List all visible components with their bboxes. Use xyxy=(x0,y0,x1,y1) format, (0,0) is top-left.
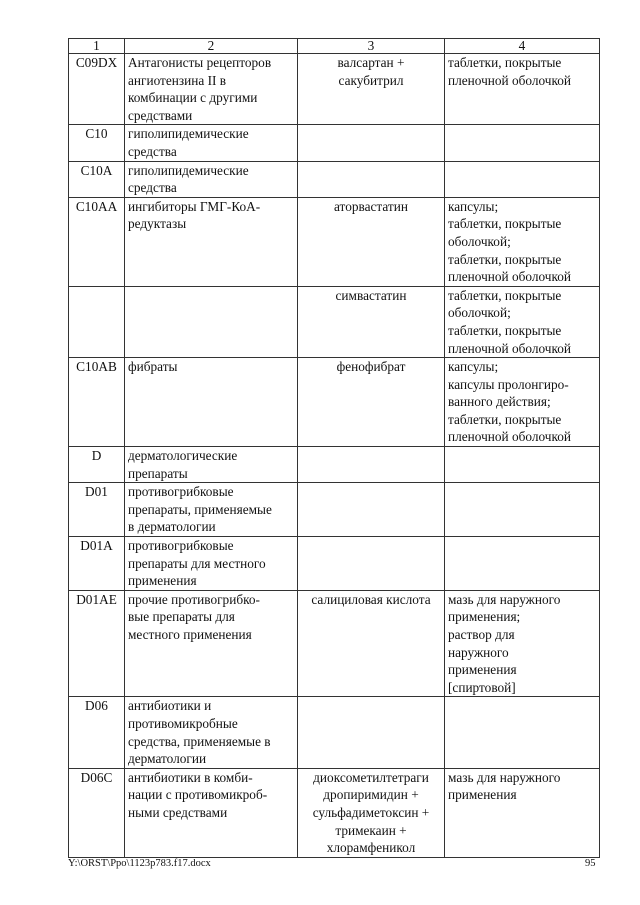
group-name-cell xyxy=(125,161,298,197)
dosage-form-line: наружного xyxy=(448,644,509,660)
group-name-line: средствами xyxy=(128,107,193,123)
group-name-cell xyxy=(125,197,298,286)
group-name-line: средства xyxy=(128,180,177,196)
group-name-line: средства xyxy=(128,143,177,159)
group-name-line: ангиотензина II в xyxy=(128,72,227,88)
drug-name-line: сульфадиметоксин + xyxy=(312,804,430,820)
group-name-line: противогрибковые xyxy=(128,538,234,554)
dosage-form-line: таблетки, покрытые xyxy=(448,411,562,427)
group-name-cell xyxy=(125,697,298,768)
atc-code-cell: D xyxy=(69,447,125,483)
dosage-form-line: пленочной оболочкой xyxy=(448,269,572,285)
group-name-line: ными средствами xyxy=(128,804,228,820)
drug-name-cell xyxy=(298,768,445,857)
dosage-form-line: мазь для наружного xyxy=(448,591,561,607)
dosage-form-line: оболочкой; xyxy=(448,233,511,249)
group-name-line: антибиотики в комби- xyxy=(128,769,253,785)
dosage-form-cell xyxy=(445,697,600,768)
group-name-line: препараты для местного xyxy=(128,555,266,571)
dosage-form-line: таблетки, покрытые xyxy=(448,55,562,70)
atc-code-cell xyxy=(69,286,125,357)
dosage-form-line: таблетки, покрытые xyxy=(448,216,562,232)
drug-name-cell xyxy=(298,54,445,125)
table-row xyxy=(69,537,600,591)
dosage-form-line: таблетки, покрытые xyxy=(448,251,562,267)
drug-name-line: тримекаин + xyxy=(335,822,407,838)
dosage-form-line: применения xyxy=(448,662,517,678)
group-name-cell xyxy=(125,768,298,857)
drug-name-line: симвастатин xyxy=(335,287,407,303)
table-row xyxy=(69,125,600,161)
drug-name-line: аторвастатин xyxy=(334,198,408,214)
footer-file-path: Y:\ORST\Ppo\1123p783.f17.docx xyxy=(68,858,211,869)
atc-code-cell: C10AA xyxy=(69,197,125,286)
group-name-line: нации с противомикроб- xyxy=(128,787,268,803)
drug-name-cell xyxy=(298,697,445,768)
table-row xyxy=(69,447,600,483)
atc-code-cell: D01AE xyxy=(69,590,125,697)
group-name-cell xyxy=(125,447,298,483)
dosage-form-line: капсулы пролонгиро- xyxy=(448,376,569,392)
table-row xyxy=(69,697,600,768)
group-name-line: комбинации с другими xyxy=(128,90,258,106)
dosage-form-cell xyxy=(445,358,600,447)
table-row xyxy=(69,768,600,857)
group-name-cell xyxy=(125,590,298,697)
dosage-form-cell xyxy=(445,447,600,483)
dosage-form-line: пленочной оболочкой xyxy=(448,340,572,356)
column-number-3: 3 xyxy=(298,39,445,54)
dosage-form-line: раствор для xyxy=(448,627,515,642)
dosage-form-line: пленочной оболочкой xyxy=(448,72,572,88)
dosage-form-cell xyxy=(445,125,600,161)
dosage-form-line: таблетки, покрытые xyxy=(448,322,562,338)
group-name-line: в дерматологии xyxy=(128,519,216,535)
table-row xyxy=(69,197,600,286)
group-name-line: дерматологии xyxy=(128,751,207,767)
dosage-form-line: оболочкой; xyxy=(448,305,511,321)
dosage-form-line: [спиртовой] xyxy=(448,679,516,695)
dosage-form-line: мазь для наружного xyxy=(448,769,561,785)
table-row xyxy=(69,483,600,537)
drug-name-cell xyxy=(298,197,445,286)
group-name-line: Антагонисты рецепторов xyxy=(128,55,272,70)
group-name-cell xyxy=(125,125,298,161)
atc-code-cell: C10A xyxy=(69,161,125,197)
dosage-form-line: капсулы; xyxy=(448,198,499,214)
drug-name-cell xyxy=(298,590,445,697)
dosage-form-cell xyxy=(445,768,600,857)
group-name-line: средства, применяемые в xyxy=(128,733,271,749)
drug-name-line: валсартан + xyxy=(337,55,405,70)
dosage-form-cell xyxy=(445,286,600,357)
dosage-form-cell xyxy=(445,161,600,197)
drug-name-line: сакубитрил xyxy=(338,72,404,88)
drug-name-line: хлорамфеникол xyxy=(326,840,416,856)
dosage-form-cell xyxy=(445,197,600,286)
table-header-row xyxy=(69,39,600,54)
drug-name-cell xyxy=(298,358,445,447)
group-name-line: вые препараты для xyxy=(128,609,235,625)
group-name-cell xyxy=(125,54,298,125)
drug-name-cell xyxy=(298,286,445,357)
group-name-line: противомикробные xyxy=(128,715,238,731)
drug-name-line: салициловая кислота xyxy=(311,591,431,607)
dosage-form-line: ванного действия; xyxy=(448,394,551,410)
drug-name-line: диоксометилтетраги xyxy=(313,769,429,785)
drug-name-cell xyxy=(298,483,445,537)
dosage-form-line: применения; xyxy=(448,609,521,625)
drug-name-cell xyxy=(298,537,445,591)
group-name-line: прочие противогрибко- xyxy=(128,591,260,607)
column-number-4: 4 xyxy=(445,39,600,54)
dosage-form-line: таблетки, покрытые xyxy=(448,287,562,303)
dosage-form-line: капсулы; xyxy=(448,359,499,375)
table-row xyxy=(69,358,600,447)
group-name-cell xyxy=(125,537,298,591)
page-number: 95 xyxy=(585,858,596,869)
group-name-cell xyxy=(125,358,298,447)
group-name-line: редуктазы xyxy=(128,216,187,232)
drug-classification-table xyxy=(68,38,600,858)
group-name-line: применения xyxy=(128,573,197,589)
column-number-2: 2 xyxy=(125,39,298,54)
group-name-line: антибиотики и xyxy=(128,698,212,714)
table-row xyxy=(69,286,600,357)
table-row xyxy=(69,54,600,125)
atc-code-cell: D01A xyxy=(69,537,125,591)
dosage-form-line: применения xyxy=(448,787,517,803)
drug-name-cell xyxy=(298,161,445,197)
group-name-line: местного применения xyxy=(128,627,252,642)
group-name-line: дерматологические xyxy=(128,448,238,464)
dosage-form-line: пленочной оболочкой xyxy=(448,429,572,445)
dosage-form-cell xyxy=(445,54,600,125)
group-name-cell xyxy=(125,483,298,537)
group-name-line: ингибиторы ГМГ-КоА- xyxy=(128,198,261,214)
group-name-cell xyxy=(125,286,298,357)
drug-name-line: фенофибрат xyxy=(336,359,406,375)
column-number-1: 1 xyxy=(69,39,125,54)
atc-code-cell: D06 xyxy=(69,697,125,768)
group-name-line: гиполипидемические xyxy=(128,162,249,178)
atc-code-cell: D06C xyxy=(69,768,125,857)
dosage-form-cell xyxy=(445,483,600,537)
group-name-line: препараты, применяемые xyxy=(128,501,272,517)
atc-code-cell: C09DX xyxy=(69,54,125,125)
atc-code-cell: D01 xyxy=(69,483,125,537)
drug-name-cell xyxy=(298,447,445,483)
group-name-line: гиполипидемические xyxy=(128,126,249,142)
dosage-form-cell xyxy=(445,537,600,591)
group-name-line: препараты xyxy=(128,465,188,481)
drug-name-cell xyxy=(298,125,445,161)
table-row xyxy=(69,161,600,197)
drug-name-line: дропиримидин + xyxy=(323,787,419,803)
group-name-line: противогрибковые xyxy=(128,484,234,500)
atc-code-cell: C10 xyxy=(69,125,125,161)
table-row xyxy=(69,590,600,697)
atc-code-cell: C10AB xyxy=(69,358,125,447)
dosage-form-cell xyxy=(445,590,600,697)
group-name-line: фибраты xyxy=(128,359,178,375)
